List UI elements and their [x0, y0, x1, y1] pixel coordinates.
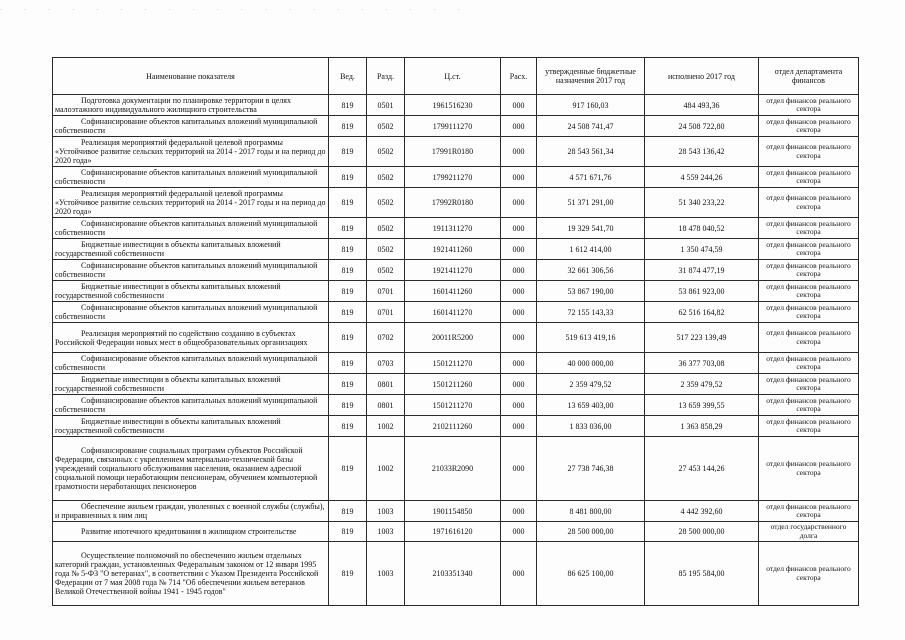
- table-row: [53, 116, 859, 137]
- cell-ved: 819: [329, 260, 367, 281]
- cell-razd: 0502: [367, 137, 405, 167]
- indicator-name-text: Бюджетные инвестиции в объекты капитальных вложений государственной собственности: [55, 417, 281, 435]
- cell-name: [53, 501, 329, 522]
- table-row: [53, 239, 859, 260]
- cell-executed: 27 453 144,26: [645, 437, 759, 501]
- cell-rasx: 000: [501, 416, 537, 437]
- cell-name: [53, 218, 329, 239]
- indicator-name-text: Софинансирование социальных программ субъектов Российской Федерации, связанных с укреплением материально-технической базы учреждений социального обслуживания населения, оказанием адресной социальной помощи неработающим пенсионерам, обучением компьютерной грамотности неработающих пенсионеров: [55, 446, 318, 491]
- table-row: [53, 167, 859, 188]
- cell-name: [53, 522, 329, 542]
- indicator-name-text: Подготовка документации по планировке территории в целях малоэтажного индивидуального жилищного строительства: [55, 96, 291, 114]
- indicator-name-text: Бюджетные инвестиции в объекты капитальных вложений государственной собственности: [55, 240, 281, 258]
- cell-name: [53, 239, 329, 260]
- cell-cst: 1921411260: [405, 239, 501, 260]
- cell-approved: 8 481 800,00: [537, 501, 645, 522]
- cell-cst: 1911311270: [405, 218, 501, 239]
- indicator-name-text: Развитие ипотечного кредитования в жилищном строительстве: [81, 527, 297, 536]
- cell-executed: 62 516 164,82: [645, 302, 759, 323]
- cell-razd: 0701: [367, 281, 405, 302]
- cell-executed: 36 377 703,08: [645, 353, 759, 374]
- cell-rasx: 000: [501, 302, 537, 323]
- cell-cst: 2103351340: [405, 542, 501, 606]
- cell-executed: 484 493,36: [645, 95, 759, 116]
- cell-dept: отдел финансов реального сектора: [759, 167, 859, 188]
- cell-executed: 51 340 233,22: [645, 188, 759, 218]
- cell-name: [53, 302, 329, 323]
- cell-executed: 517 223 139,49: [645, 323, 759, 353]
- cell-rasx: 000: [501, 137, 537, 167]
- cell-ved: 819: [329, 239, 367, 260]
- cell-razd: 0502: [367, 218, 405, 239]
- cell-razd: 1003: [367, 522, 405, 542]
- cell-rasx: 000: [501, 522, 537, 542]
- cell-executed: 85 195 584,00: [645, 542, 759, 606]
- cell-razd: 1003: [367, 501, 405, 522]
- table-row: [53, 260, 859, 281]
- cell-rasx: 000: [501, 542, 537, 606]
- cell-name: [53, 416, 329, 437]
- cell-cst: 1501211270: [405, 353, 501, 374]
- cell-approved: 19 329 541,70: [537, 218, 645, 239]
- cell-rasx: 000: [501, 218, 537, 239]
- cell-name: [53, 116, 329, 137]
- cell-rasx: 000: [501, 167, 537, 188]
- cell-rasx: 000: [501, 260, 537, 281]
- cell-dept: отдел финансов реального сектора: [759, 302, 859, 323]
- cell-dept: отдел финансов реального сектора: [759, 353, 859, 374]
- cell-executed: 4 442 392,60: [645, 501, 759, 522]
- cell-dept: отдел финансов реального сектора: [759, 437, 859, 501]
- cell-rasx: 000: [501, 353, 537, 374]
- cell-approved: 2 359 479,52: [537, 374, 645, 395]
- table-row: [53, 218, 859, 239]
- table-row: [53, 501, 859, 522]
- cell-cst: 17991R0180: [405, 137, 501, 167]
- cell-dept: отдел финансов реального сектора: [759, 323, 859, 353]
- cell-cst: 1501211270: [405, 395, 501, 416]
- cell-ved: 819: [329, 218, 367, 239]
- header-dept: отдел департамента финансов: [759, 58, 859, 95]
- cell-ved: 819: [329, 95, 367, 116]
- cell-cst: 1921411270: [405, 260, 501, 281]
- cell-cst: 1501211260: [405, 374, 501, 395]
- indicator-name-text: Реализация мероприятий федеральной целевой программы «Устойчивое развитие сельских территорий на 2014 - 2017 годы и на период до 2020 года»: [55, 189, 326, 216]
- indicator-name-text: Софинансирование объектов капитальных вложений муниципальной собственности: [55, 261, 318, 279]
- cell-executed: 53 861 923,00: [645, 281, 759, 302]
- table-row: [53, 542, 859, 606]
- cell-name: [53, 323, 329, 353]
- cell-name: [53, 395, 329, 416]
- table-row: [53, 188, 859, 218]
- cell-approved: 28 500 000,00: [537, 522, 645, 542]
- cell-name: [53, 353, 329, 374]
- cell-rasx: 000: [501, 239, 537, 260]
- table-row: [53, 323, 859, 353]
- header-rasx: Расх.: [501, 58, 537, 95]
- cell-name: [53, 281, 329, 302]
- table-row: [53, 437, 859, 501]
- cell-rasx: 000: [501, 374, 537, 395]
- indicator-name-text: Бюджетные инвестиции в объекты капитальных вложений государственной собственности: [55, 282, 281, 300]
- cell-cst: 1799111270: [405, 116, 501, 137]
- scan-edge-marks: · · · · · · · · · · · · · · · · · · · ·: [0, 6, 470, 14]
- cell-approved: 4 571 671,76: [537, 167, 645, 188]
- indicator-name-text: Софинансирование объектов капитальных вложений муниципальной собственности: [55, 396, 318, 414]
- cell-executed: 1 350 474,59: [645, 239, 759, 260]
- cell-ved: 819: [329, 522, 367, 542]
- cell-name: [53, 374, 329, 395]
- cell-approved: 1 833 036,00: [537, 416, 645, 437]
- cell-cst: 21033R2090: [405, 437, 501, 501]
- cell-rasx: 000: [501, 437, 537, 501]
- table-row: [53, 353, 859, 374]
- indicator-name-text: Обеспечение жильем граждан, уволенных с военной службы (службы), и приравненных к ним лиц: [55, 502, 325, 520]
- table-row: [53, 137, 859, 167]
- cell-approved: 32 661 306,56: [537, 260, 645, 281]
- cell-dept: отдел финансов реального сектора: [759, 137, 859, 167]
- indicator-name-text: Софинансирование объектов капитальных вложений муниципальной собственности: [55, 168, 318, 186]
- cell-rasx: 000: [501, 395, 537, 416]
- indicator-name-text: Бюджетные инвестиции в объекты капитальных вложений государственной собственности: [55, 375, 281, 393]
- cell-dept: отдел финансов реального сектора: [759, 501, 859, 522]
- budget-table: [52, 57, 859, 606]
- cell-ved: 819: [329, 353, 367, 374]
- cell-dept: отдел финансов реального сектора: [759, 218, 859, 239]
- cell-razd: 1002: [367, 437, 405, 501]
- cell-cst: 1971616120: [405, 522, 501, 542]
- cell-razd: 0701: [367, 302, 405, 323]
- cell-razd: 0502: [367, 239, 405, 260]
- cell-approved: 40 000 000,00: [537, 353, 645, 374]
- cell-ved: 819: [329, 416, 367, 437]
- cell-razd: 0501: [367, 95, 405, 116]
- cell-dept: отдел финансов реального сектора: [759, 260, 859, 281]
- cell-approved: 72 155 143,33: [537, 302, 645, 323]
- cell-dept: отдел финансов реального сектора: [759, 281, 859, 302]
- indicator-name-text: Софинансирование объектов капитальных вложений муниципальной собственности: [55, 354, 318, 372]
- table-row: [53, 374, 859, 395]
- cell-cst: 20011R5200: [405, 323, 501, 353]
- cell-executed: 2 359 479,52: [645, 374, 759, 395]
- cell-cst: 2102111260: [405, 416, 501, 437]
- cell-ved: 819: [329, 501, 367, 522]
- indicator-name-text: Софинансирование объектов капитальных вложений муниципальной собственности: [55, 117, 318, 135]
- cell-ved: 819: [329, 395, 367, 416]
- header-cst: Ц.ст.: [405, 58, 501, 95]
- cell-name: [53, 188, 329, 218]
- cell-ved: 819: [329, 437, 367, 501]
- cell-cst: 1601411270: [405, 302, 501, 323]
- cell-dept: отдел финансов реального сектора: [759, 188, 859, 218]
- indicator-name-text: Реализация мероприятий федеральной целевой программы «Устойчивое развитие сельских территорий на 2014 - 2017 годы и на период до 2020 года»: [55, 138, 326, 165]
- cell-rasx: 000: [501, 95, 537, 116]
- cell-ved: 819: [329, 167, 367, 188]
- indicator-name-text: Реализация мероприятий по содействию созданию в субъектах Российской Федерации новых мест в общеобразовательных организациях: [55, 328, 308, 347]
- cell-name: [53, 542, 329, 606]
- cell-executed: 28 500 000,00: [645, 522, 759, 542]
- cell-approved: 13 659 403,00: [537, 395, 645, 416]
- table-row: [53, 416, 859, 437]
- cell-rasx: 000: [501, 501, 537, 522]
- cell-ved: 819: [329, 542, 367, 606]
- cell-razd: 1003: [367, 542, 405, 606]
- cell-razd: 0702: [367, 323, 405, 353]
- cell-executed: 1 363 858,29: [645, 416, 759, 437]
- cell-ved: 819: [329, 188, 367, 218]
- cell-cst: 1799211270: [405, 167, 501, 188]
- cell-dept: отдел государственного долга: [759, 522, 859, 542]
- cell-rasx: 000: [501, 188, 537, 218]
- cell-razd: 0502: [367, 167, 405, 188]
- header-razd: Разд.: [367, 58, 405, 95]
- cell-razd: 0502: [367, 260, 405, 281]
- cell-approved: 24 508 741,47: [537, 116, 645, 137]
- cell-cst: 1961516230: [405, 95, 501, 116]
- cell-dept: отдел финансов реального сектора: [759, 239, 859, 260]
- cell-cst: 1901154850: [405, 501, 501, 522]
- cell-rasx: 000: [501, 116, 537, 137]
- cell-ved: 819: [329, 374, 367, 395]
- cell-executed: 24 508 722,80: [645, 116, 759, 137]
- cell-rasx: 000: [501, 323, 537, 353]
- cell-dept: отдел финансов реального сектора: [759, 95, 859, 116]
- cell-executed: 18 478 040,52: [645, 218, 759, 239]
- cell-razd: 0801: [367, 395, 405, 416]
- cell-executed: 4 559 244,26: [645, 167, 759, 188]
- indicator-name-text: Осуществление полномочий по обеспечению жильем отдельных категорий граждан, установленных Федеральным законом от 12 января 1995 года № 5-ФЗ "О ветеранах", в соответствии с Указом Президента Российской Федерации от 7 мая 2008 года № 714 "Об обеспечении жильем ветеранов Великой Отечественной войны 1941 - 1945 годов": [55, 551, 319, 596]
- table-body: [53, 95, 859, 606]
- cell-ved: 819: [329, 116, 367, 137]
- table-header-row: [53, 58, 859, 95]
- cell-dept: отдел финансов реального сектора: [759, 116, 859, 137]
- cell-approved: 519 613 419,16: [537, 323, 645, 353]
- cell-razd: 0502: [367, 188, 405, 218]
- cell-name: [53, 260, 329, 281]
- cell-dept: отдел финансов реального сектора: [759, 542, 859, 606]
- cell-ved: 819: [329, 137, 367, 167]
- cell-executed: 13 659 399,55: [645, 395, 759, 416]
- cell-cst: 1601411260: [405, 281, 501, 302]
- cell-approved: 53 867 190,00: [537, 281, 645, 302]
- indicator-name-text: Софинансирование объектов капитальных вложений муниципальной собственности: [55, 219, 318, 237]
- cell-dept: отдел финансов реального сектора: [759, 416, 859, 437]
- header-name: Наименование показателя: [53, 58, 329, 95]
- header-executed: исполнено 2017 год: [645, 58, 759, 95]
- cell-approved: 917 160,03: [537, 95, 645, 116]
- cell-ved: 819: [329, 281, 367, 302]
- cell-dept: отдел финансов реального сектора: [759, 374, 859, 395]
- indicator-name-text: Софинансирование объектов капитальных вложений муниципальной собственности: [55, 303, 318, 321]
- table-row: [53, 281, 859, 302]
- cell-name: [53, 137, 329, 167]
- cell-approved: 1 612 414,00: [537, 239, 645, 260]
- cell-razd: 1002: [367, 416, 405, 437]
- cell-ved: 819: [329, 302, 367, 323]
- cell-razd: 0801: [367, 374, 405, 395]
- cell-approved: 86 625 100,00: [537, 542, 645, 606]
- table-row: [53, 522, 859, 542]
- cell-executed: 31 874 477,19: [645, 260, 759, 281]
- cell-razd: 0502: [367, 116, 405, 137]
- cell-approved: 51 371 291,00: [537, 188, 645, 218]
- cell-rasx: 000: [501, 281, 537, 302]
- table-row: [53, 302, 859, 323]
- cell-razd: 0703: [367, 353, 405, 374]
- cell-name: [53, 167, 329, 188]
- cell-name: [53, 95, 329, 116]
- cell-ved: 819: [329, 323, 367, 353]
- header-ved: Вед.: [329, 58, 367, 95]
- table-row: [53, 395, 859, 416]
- cell-executed: 28 543 136,42: [645, 137, 759, 167]
- cell-cst: 17992R0180: [405, 188, 501, 218]
- cell-name: [53, 437, 329, 501]
- cell-dept: отдел финансов реального сектора: [759, 395, 859, 416]
- header-approved: утвержденные бюджетные назначения 2017 год: [537, 58, 645, 95]
- cell-approved: 28 543 561,34: [537, 137, 645, 167]
- cell-approved: 27 738 746,38: [537, 437, 645, 501]
- table-row: [53, 95, 859, 116]
